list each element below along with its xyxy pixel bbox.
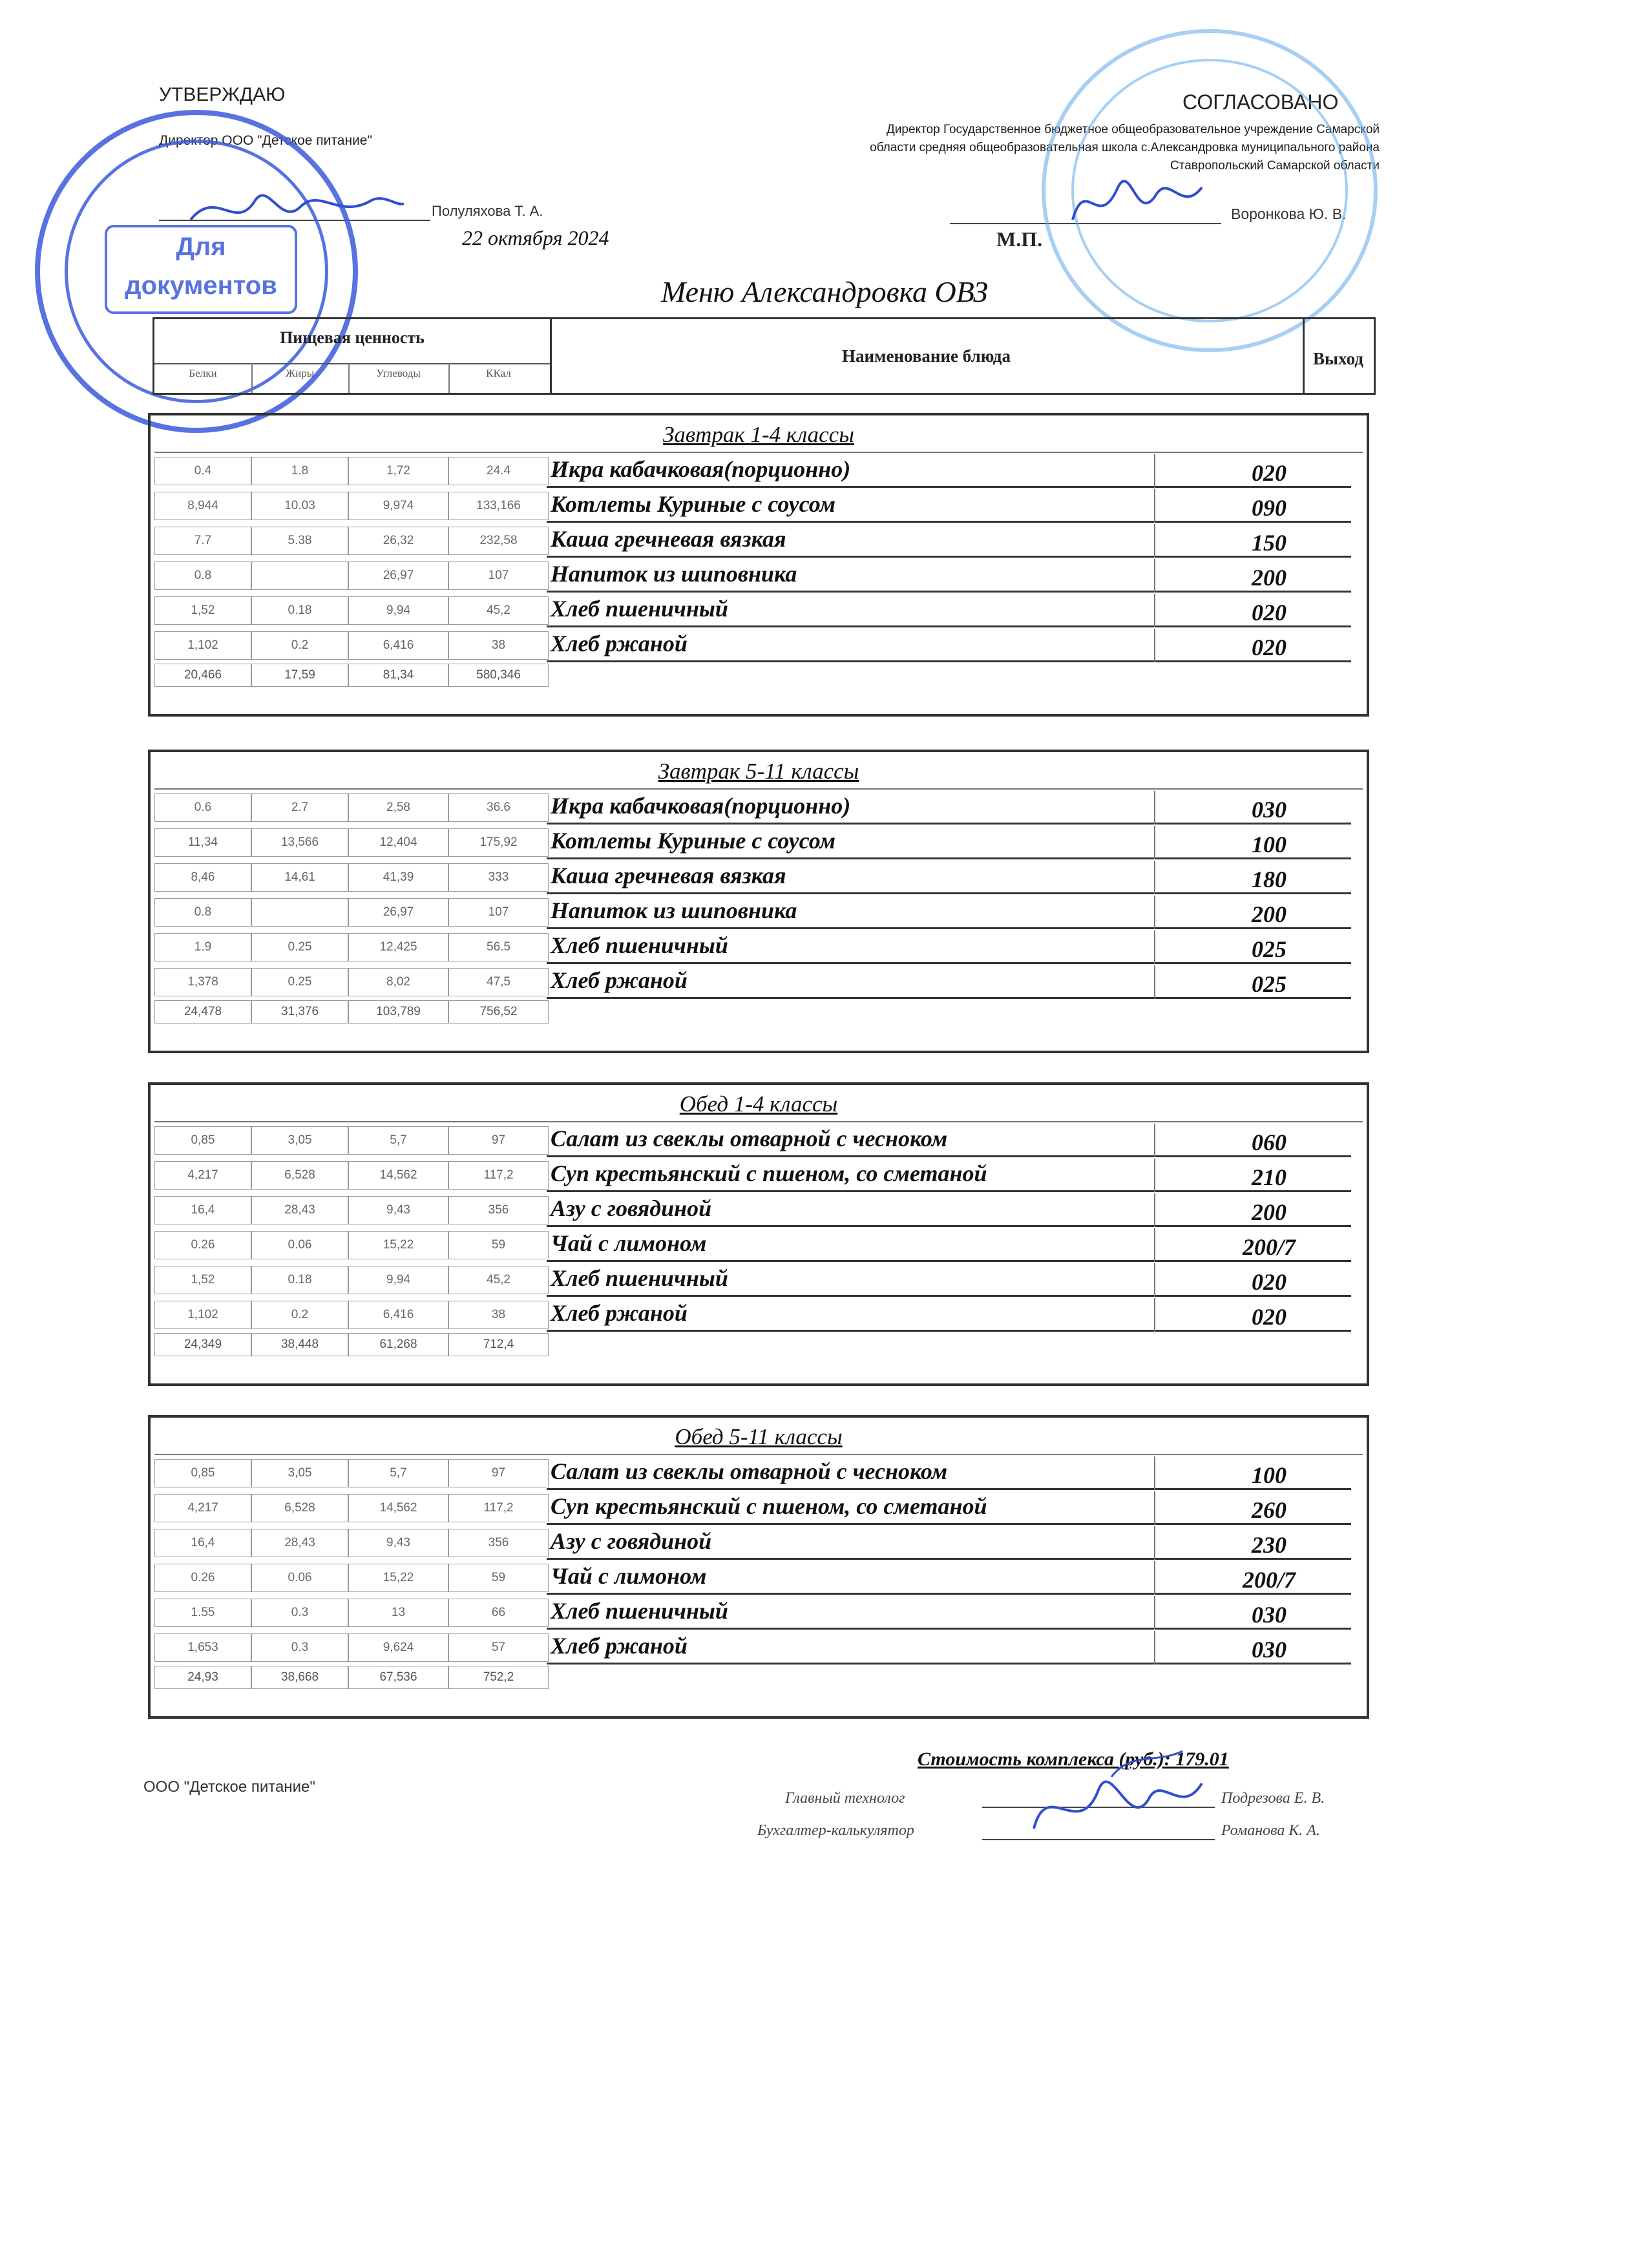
dish-name: Суп крестьянский с пшеном, со сметаной bbox=[551, 1160, 987, 1186]
block-title: Завтрак 1-4 классы bbox=[663, 422, 854, 447]
nutrition-cell bbox=[251, 562, 348, 590]
dish-name: Суп крестьянский с пшеном, со сметаной bbox=[551, 1493, 987, 1519]
nutrition-cell: 0.18 bbox=[251, 596, 348, 625]
menu-row bbox=[154, 1262, 1363, 1297]
menu-block bbox=[148, 750, 1369, 1053]
nutrition-cell: 4,217 bbox=[154, 1494, 251, 1522]
menu-row bbox=[154, 488, 1363, 523]
nutrition-cell: 9,43 bbox=[348, 1529, 448, 1557]
block-title: Завтрак 5-11 классы bbox=[658, 759, 859, 784]
nutrition-cell: 14,562 bbox=[348, 1161, 448, 1190]
nutrition-cell: 0.4 bbox=[154, 457, 251, 485]
menu-row bbox=[154, 1525, 1363, 1560]
nutrition-cell: 3,05 bbox=[251, 1126, 348, 1155]
menu-row bbox=[154, 627, 1363, 662]
nutrition-cell: 333 bbox=[448, 863, 549, 892]
nutrition-cell: 6,528 bbox=[251, 1494, 348, 1522]
nutrition-cell: 9,94 bbox=[348, 596, 448, 625]
output-value: 030 bbox=[1252, 1637, 1287, 1663]
block-title: Обед 5-11 классы bbox=[675, 1424, 843, 1449]
dish-name: Хлеб ржаной bbox=[551, 631, 688, 656]
nutrition-cell: 0.26 bbox=[154, 1564, 251, 1592]
nutrition-cell: 9,43 bbox=[348, 1196, 448, 1224]
nutrition-cell: 0,85 bbox=[154, 1126, 251, 1155]
dish-name: Чай с лимоном bbox=[551, 1230, 707, 1256]
dish-name: Хлеб ржаной bbox=[551, 1300, 688, 1326]
nutrition-cell: 1,52 bbox=[154, 1266, 251, 1294]
dish-name: Напиток из шиповника bbox=[551, 898, 797, 923]
nutrition-cell: 11,34 bbox=[154, 828, 251, 857]
nutrition-cell: 8,02 bbox=[348, 968, 448, 996]
nutrition-cell: 356 bbox=[448, 1196, 549, 1224]
total-cell: 752,2 bbox=[448, 1666, 549, 1689]
column-header bbox=[152, 317, 1376, 395]
output-value: 030 bbox=[1252, 797, 1287, 823]
nutrition-cell: 57 bbox=[448, 1633, 549, 1662]
nutrition-cell: 1,102 bbox=[154, 631, 251, 660]
output-value: 180 bbox=[1252, 866, 1287, 892]
approve-date: 22 октября 2024 bbox=[462, 226, 609, 249]
total-cell: 17,59 bbox=[251, 664, 348, 687]
nutrition-cell: 0.8 bbox=[154, 562, 251, 590]
nutrition-cell: 26,32 bbox=[348, 527, 448, 555]
nutrition-cell: 59 bbox=[448, 1231, 549, 1259]
nutrition-cell: 7.7 bbox=[154, 527, 251, 555]
dish-name: Азу с говядиной bbox=[551, 1195, 712, 1221]
nutrition-cell: 10.03 bbox=[251, 492, 348, 520]
nutrition-cell: 56.5 bbox=[448, 933, 549, 961]
dish-name: Каша гречневая вязкая bbox=[551, 526, 786, 552]
nutrition-cell: 0.18 bbox=[251, 1266, 348, 1294]
nutrition-cell bbox=[251, 898, 348, 927]
total-cell: 67,536 bbox=[348, 1666, 448, 1689]
nutrition-cell: 0.3 bbox=[251, 1633, 348, 1662]
output-value: 060 bbox=[1252, 1129, 1287, 1155]
nutrition-cell: 3,05 bbox=[251, 1459, 348, 1487]
dish-name: Котлеты Куриные с соусом bbox=[551, 491, 836, 517]
nutrition-cell: 24.4 bbox=[448, 457, 549, 485]
nutrition-cell: 2,58 bbox=[348, 793, 448, 822]
nutrition-cell: 41,39 bbox=[348, 863, 448, 892]
nutrition-cell: 133,166 bbox=[448, 492, 549, 520]
nutrition-cell: 0.26 bbox=[154, 1231, 251, 1259]
dish-name: Хлеб ржаной bbox=[551, 967, 688, 993]
total-cell: 38,668 bbox=[251, 1666, 348, 1689]
nutrition-cell: 107 bbox=[448, 898, 549, 927]
nutrition-cell: 13,566 bbox=[251, 828, 348, 857]
output-value: 020 bbox=[1252, 460, 1287, 486]
dish-name: Хлеб пшеничный bbox=[551, 596, 728, 622]
total-cell: 24,478 bbox=[154, 1000, 251, 1024]
output-value: 025 bbox=[1252, 971, 1287, 997]
agree-position-line2: области средняя общеобразовательная школа с.Александровка муниципального района bbox=[870, 141, 1380, 154]
output-value: 200/7 bbox=[1242, 1234, 1296, 1260]
nutrition-cell: 107 bbox=[448, 562, 549, 590]
dish-name: Салат из свеклы отварной с чесноком bbox=[551, 1458, 948, 1484]
nutrition-cell: 9,974 bbox=[348, 492, 448, 520]
output-value: 020 bbox=[1252, 635, 1287, 660]
agree-title: СОГЛАСОВАНО bbox=[1182, 90, 1339, 114]
output-value: 200/7 bbox=[1242, 1567, 1296, 1593]
menu-block bbox=[148, 1082, 1369, 1386]
total-cell: 103,789 bbox=[348, 1000, 448, 1024]
nutrition-cell: 2.7 bbox=[251, 793, 348, 822]
dish-name: Хлеб пшеничный bbox=[551, 1598, 728, 1624]
nutrition-cell: 26,97 bbox=[348, 898, 448, 927]
nutrition-cell: 0,85 bbox=[154, 1459, 251, 1487]
nutrition-cell: 14,61 bbox=[251, 863, 348, 892]
output-value: 020 bbox=[1252, 1269, 1287, 1295]
agree-name: Воронкова Ю. В. bbox=[1231, 205, 1347, 222]
approve-name: Полуляхова Т. А. bbox=[432, 203, 543, 219]
nutrition-cell: 12,404 bbox=[348, 828, 448, 857]
dish-name-header: Наименование блюда bbox=[842, 346, 1011, 366]
nutrition-cell: 8,46 bbox=[154, 863, 251, 892]
dish-name: Икра кабачковая(порционно) bbox=[551, 793, 851, 819]
output-value: 230 bbox=[1252, 1532, 1287, 1558]
dish-name: Чай с лимоном bbox=[551, 1563, 707, 1589]
menu-row bbox=[154, 824, 1363, 859]
nutrition-cell: 38 bbox=[448, 631, 549, 660]
nutrition-cell: 97 bbox=[448, 1459, 549, 1487]
total-cell: 580,346 bbox=[448, 664, 549, 687]
output-value: 100 bbox=[1252, 832, 1287, 857]
output-value: 260 bbox=[1252, 1497, 1287, 1523]
menu-block bbox=[148, 413, 1369, 717]
menu-row bbox=[154, 523, 1363, 558]
output-value: 100 bbox=[1252, 1462, 1287, 1488]
nutrition-cell: 0.06 bbox=[251, 1231, 348, 1259]
output-value: 200 bbox=[1252, 901, 1287, 927]
nutrition-cell: 5.38 bbox=[251, 527, 348, 555]
nutrition-cell: 0.2 bbox=[251, 631, 348, 660]
nutrition-cell: 6,416 bbox=[348, 1301, 448, 1329]
nutrition-cell: 117,2 bbox=[448, 1161, 549, 1190]
nutrition-cell: 14,562 bbox=[348, 1494, 448, 1522]
total-cell: 756,52 bbox=[448, 1000, 549, 1024]
cost-label: Стоимость комплекса (руб.): 179.01 bbox=[918, 1748, 1229, 1770]
total-cell: 24,349 bbox=[154, 1333, 251, 1356]
accountant-role: Бухгалтер-калькулятор bbox=[757, 1822, 914, 1839]
dish-name: Хлеб пшеничный bbox=[551, 1265, 728, 1291]
agree-position-line3: Ставропольский Самарской области bbox=[1170, 159, 1380, 173]
nutrition-cell: 232,58 bbox=[448, 527, 549, 555]
output-value: 030 bbox=[1252, 1602, 1287, 1628]
nutrition-cell: 5,7 bbox=[348, 1459, 448, 1487]
signature-agree bbox=[1060, 162, 1215, 239]
nutrition-cell: 0.2 bbox=[251, 1301, 348, 1329]
output-value: 150 bbox=[1252, 530, 1287, 556]
nutrition-cell: 0.25 bbox=[251, 968, 348, 996]
nutrition-cell: 16,4 bbox=[154, 1196, 251, 1224]
nutrition-cell: 26,97 bbox=[348, 562, 448, 590]
nutrition-cell: 0.25 bbox=[251, 933, 348, 961]
menu-row bbox=[154, 1122, 1363, 1157]
nutrition-cell: 9,94 bbox=[348, 1266, 448, 1294]
nutrition-cell: 8,944 bbox=[154, 492, 251, 520]
total-cell: 31,376 bbox=[251, 1000, 348, 1024]
menu-row bbox=[154, 453, 1363, 488]
nutrition-cell: 175,92 bbox=[448, 828, 549, 857]
nutrition-cell: 4,217 bbox=[154, 1161, 251, 1190]
menu-row bbox=[154, 1560, 1363, 1595]
output-value: 020 bbox=[1252, 1304, 1287, 1330]
nutrition-cell: 0.8 bbox=[154, 898, 251, 927]
nutrition-cell: 45,2 bbox=[448, 1266, 549, 1294]
stamp-box: Для документов bbox=[105, 225, 297, 314]
output-value: 020 bbox=[1252, 600, 1287, 625]
accountant-name: Романова К. А. bbox=[1221, 1822, 1320, 1839]
menu-row bbox=[154, 1455, 1363, 1490]
dish-name: Напиток из шиповника bbox=[551, 561, 797, 587]
nutrition-cell: 97 bbox=[448, 1126, 549, 1155]
nutrition-cell: 28,43 bbox=[251, 1529, 348, 1557]
output-value: 200 bbox=[1252, 1199, 1287, 1225]
menu-row bbox=[154, 558, 1363, 593]
menu-row bbox=[154, 593, 1363, 627]
signature-approve bbox=[178, 174, 410, 246]
kcal-header: ККал bbox=[486, 367, 511, 379]
menu-row bbox=[154, 929, 1363, 964]
menu-row bbox=[154, 1192, 1363, 1227]
approve-position: Директор ООО "Детское питание" bbox=[159, 133, 372, 148]
nutrition-cell: 1.55 bbox=[154, 1599, 251, 1627]
nutrition-cell: 1,52 bbox=[154, 596, 251, 625]
nutrition-cell: 15,22 bbox=[348, 1564, 448, 1592]
nutrition-cell: 15,22 bbox=[348, 1231, 448, 1259]
nutrition-cell: 13 bbox=[348, 1599, 448, 1627]
total-cell: 81,34 bbox=[348, 664, 448, 687]
menu-row bbox=[154, 859, 1363, 894]
approve-title: УТВЕРЖДАЮ bbox=[159, 84, 286, 105]
nutrition-cell: 1.9 bbox=[154, 933, 251, 961]
menu-row bbox=[154, 790, 1363, 824]
menu-row bbox=[154, 1297, 1363, 1332]
carbs-header: Углеводы bbox=[376, 367, 421, 379]
nutrition-cell: 66 bbox=[448, 1599, 549, 1627]
dish-name: Салат из свеклы отварной с чесноком bbox=[551, 1126, 948, 1151]
nutrition-cell: 45,2 bbox=[448, 596, 549, 625]
nutrition-cell: 1,102 bbox=[154, 1301, 251, 1329]
dish-name: Котлеты Куриные с соусом bbox=[551, 828, 836, 854]
proteins-header: Белки bbox=[189, 367, 217, 379]
signature-technologist bbox=[1008, 1738, 1215, 1861]
nutrition-cell: 1,378 bbox=[154, 968, 251, 996]
output-value: 025 bbox=[1252, 936, 1287, 962]
total-cell: 20,466 bbox=[154, 664, 251, 687]
output-value: 090 bbox=[1252, 495, 1287, 521]
nutrition-cell: 356 bbox=[448, 1529, 549, 1557]
nutrition-cell: 1,653 bbox=[154, 1633, 251, 1662]
menu-row bbox=[154, 1630, 1363, 1664]
nutrition-cell: 5,7 bbox=[348, 1126, 448, 1155]
mp-label: М.П. bbox=[996, 227, 1043, 251]
company-name: ООО "Детское питание" bbox=[143, 1778, 315, 1796]
output-header: Выход bbox=[1313, 349, 1363, 368]
nutrition-cell: 47,5 bbox=[448, 968, 549, 996]
document-title: Меню Александровка ОВЗ bbox=[661, 275, 988, 308]
totals-row bbox=[154, 1000, 550, 1026]
nutrition-cell: 117,2 bbox=[448, 1494, 549, 1522]
dish-name: Азу с говядиной bbox=[551, 1528, 712, 1554]
nutrition-cell: 1,72 bbox=[348, 457, 448, 485]
block-title: Обед 1-4 классы bbox=[679, 1091, 838, 1117]
dish-name: Хлеб пшеничный bbox=[551, 932, 728, 958]
nutrition-cell: 9,624 bbox=[348, 1633, 448, 1662]
nutrition-cell: 6,528 bbox=[251, 1161, 348, 1190]
nutrition-cell: 38 bbox=[448, 1301, 549, 1329]
totals-row bbox=[154, 1333, 550, 1359]
total-cell: 712,4 bbox=[448, 1333, 549, 1356]
menu-row bbox=[154, 1227, 1363, 1262]
menu-row bbox=[154, 1595, 1363, 1630]
nutrition-cell: 1.8 bbox=[251, 457, 348, 485]
menu-row bbox=[154, 894, 1363, 929]
nutrition-cell: 12,425 bbox=[348, 933, 448, 961]
menu-row bbox=[154, 964, 1363, 999]
technologist-role: Главный технолог bbox=[785, 1790, 905, 1807]
nutrition-cell: 6,416 bbox=[348, 631, 448, 660]
menu-row bbox=[154, 1157, 1363, 1192]
nutrition-cell: 59 bbox=[448, 1564, 549, 1592]
nutrition-cell: 36.6 bbox=[448, 793, 549, 822]
dish-name: Икра кабачковая(порционно) bbox=[551, 456, 851, 482]
technologist-name: Подрезова Е. В. bbox=[1221, 1790, 1325, 1807]
nutrition-cell: 16,4 bbox=[154, 1529, 251, 1557]
nutrition-header: Пищевая ценность bbox=[280, 328, 425, 347]
total-cell: 61,268 bbox=[348, 1333, 448, 1356]
dish-name: Каша гречневая вязкая bbox=[551, 863, 786, 888]
menu-row bbox=[154, 1490, 1363, 1525]
nutrition-cell: 0.6 bbox=[154, 793, 251, 822]
totals-row bbox=[154, 1666, 550, 1692]
nutrition-cell: 28,43 bbox=[251, 1196, 348, 1224]
nutrition-cell: 0.3 bbox=[251, 1599, 348, 1627]
nutrition-cell: 0.06 bbox=[251, 1564, 348, 1592]
total-cell: 38,448 bbox=[251, 1333, 348, 1356]
menu-block bbox=[148, 1415, 1369, 1719]
output-value: 210 bbox=[1252, 1164, 1287, 1190]
total-cell: 24,93 bbox=[154, 1666, 251, 1689]
totals-row bbox=[154, 664, 550, 689]
agree-position-line1: Директор Государственное бюджетное общеобразовательное учреждение Самарской bbox=[886, 123, 1380, 136]
output-value: 200 bbox=[1252, 565, 1287, 591]
fats-header: Жиры bbox=[285, 367, 315, 379]
dish-name: Хлеб ржаной bbox=[551, 1633, 688, 1659]
